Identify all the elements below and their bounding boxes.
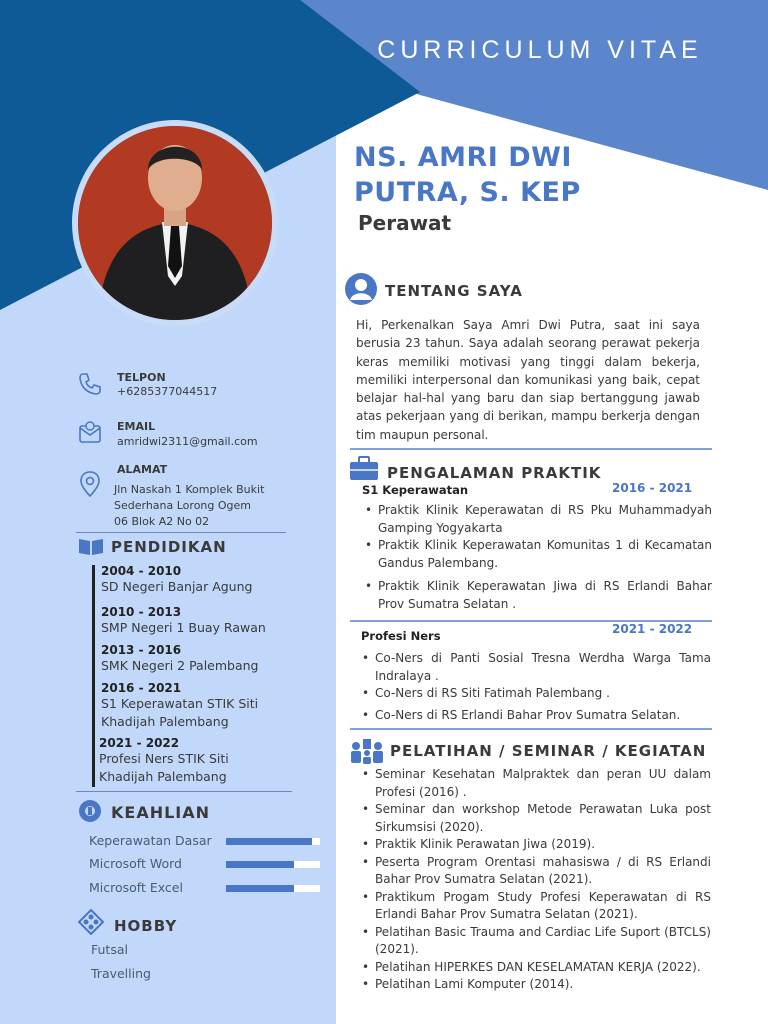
phone-label: TELPON xyxy=(117,371,166,384)
list-item: • Pelatihan HIPERKES DAN KESELAMATAN KERJA (2022). xyxy=(361,959,711,977)
briefcase-icon xyxy=(349,456,379,482)
list-item: • Co-Ners di Panti Sosial Tresna Werdha Warga Tama Indralaya . xyxy=(361,650,711,685)
list-item: • Pelatihan Basic Trauma and Cardiac Life Suport (BTCLS) (2021). xyxy=(361,924,711,959)
list-item: • Praktik Klinik Keperawatan Komunitas 1 di Kecamatan Gandus Palembang. xyxy=(364,537,712,572)
phone-icon xyxy=(78,372,102,396)
book-icon xyxy=(77,535,105,557)
divider xyxy=(350,448,712,450)
education-item: 2013 - 2016 SMK Negeri 2 Palembang xyxy=(101,643,259,673)
list-item: • Praktikum Progam Study Profesi Keperawatan di RS Erlandi Bahar Prov Sumatra Selatan (2021). xyxy=(361,889,711,924)
skill-name: Microsoft Excel xyxy=(89,880,183,895)
experience-heading: PENGALAMAN PRAKTIK xyxy=(387,464,602,482)
experience-years-1: 2016 - 2021 xyxy=(612,481,693,495)
skill-name: Microsoft Word xyxy=(89,856,182,871)
experience-list-1 xyxy=(364,502,712,613)
full-name: NS. AMRI DWI PUTRA, S. KEP xyxy=(354,142,581,208)
user-circle-icon xyxy=(344,272,378,306)
education-item: 2010 - 2013 SMP Negeri 1 Buay Rawan xyxy=(101,605,266,635)
list-item: • Co-Ners di RS Erlandi Bahar Prov Sumatra Selatan. xyxy=(361,707,711,725)
phone-value: +6285377044517 xyxy=(117,385,218,398)
email-icon xyxy=(78,420,102,444)
experience-list-2 xyxy=(361,650,711,724)
list-item: • Praktik Klinik Keperawatan di RS Pku Muhammadyah Gamping Yogyakarta xyxy=(364,502,712,537)
hobby-item: Travelling xyxy=(91,966,151,981)
experience-program-1: S1 Keperawatan xyxy=(362,483,469,497)
education-heading: PENDIDIKAN xyxy=(111,538,227,556)
education-timeline-line xyxy=(92,565,95,787)
divider xyxy=(76,532,286,533)
list-item: • Co-Ners di RS Siti Fatimah Palembang . xyxy=(361,685,711,703)
profile-photo xyxy=(72,120,278,326)
cv-title: CURRICULUM VITAE xyxy=(377,36,703,64)
list-item: • Seminar Kesehatan Malpraktek dan peran UU dalam Profesi (2016) . xyxy=(361,766,711,801)
email-value[interactable]: amridwi2311@gmail.com xyxy=(117,435,258,448)
divider xyxy=(350,728,712,730)
address-label: ALAMAT xyxy=(117,463,168,476)
job-role: Perawat xyxy=(358,211,452,235)
people-training-icon xyxy=(349,737,385,765)
hobby-heading: HOBBY xyxy=(114,917,178,935)
experience-program-2: Profesi Ners xyxy=(361,629,441,643)
location-pin-icon xyxy=(79,470,101,498)
divider xyxy=(76,791,292,792)
list-item: • Praktik Klinik Perawatan Jiwa (2019). xyxy=(361,836,711,854)
education-item: 2004 - 2010 SD Negeri Banjar Agung xyxy=(101,564,253,594)
about-heading: TENTANG SAYA xyxy=(385,282,523,300)
person-silhouette-icon xyxy=(78,126,272,320)
skill-gear-icon xyxy=(77,798,103,824)
education-item: 2016 - 2021 S1 Keperawatan STIK Siti Khadijah Palembang xyxy=(101,681,259,729)
skill-name: Keperawatan Dasar xyxy=(89,833,212,848)
skill-bar xyxy=(226,838,320,845)
skills-heading: KEAHLIAN xyxy=(111,803,211,822)
skill-bar xyxy=(226,885,320,892)
email-label: EMAIL xyxy=(117,420,156,433)
about-text: Hi, Perkenalkan Saya Amri Dwi Putra, saat ini saya berusia 23 tahun. Saya adalah seorang perawat pekerja keras memiliki motivasi yang tinggi dalam bekerja, memiliki interpersonal dan komunikasi yang baik, cepat belajar hal-hal yang baru dan siap bertanggung jawab atas pekerjaan yang di berikan, mampu berkerja dengan tim maupun personal. xyxy=(356,318,700,442)
list-item: • Praktik Klinik Keperawatan Jiwa di RS Erlandi Bahar Prov Sumatra Selatan . xyxy=(364,578,712,613)
experience-years-2: 2021 - 2022 xyxy=(612,622,693,636)
hobby-item: Futsal xyxy=(91,942,128,957)
education-item: 2021 - 2022 Profesi Ners STIK Siti Khadijah Palembang xyxy=(99,736,229,784)
list-item: • Seminar dan workshop Metode Perawatan Luka post Sirkumsisi (2020). xyxy=(361,801,711,836)
training-heading: PELATIHAN / SEMINAR / KEGIATAN xyxy=(390,742,707,760)
hobby-icon xyxy=(78,909,104,935)
skill-bar xyxy=(226,861,320,868)
training-list xyxy=(361,766,711,994)
list-item: • Peserta Program Orentasi mahasiswa / di RS Erlandi Bahar Prov Sumatra Selatan (2021). xyxy=(361,854,711,889)
list-item: • Pelatihan Lami Komputer (2014). xyxy=(361,976,711,994)
address-value: Jln Naskah 1 Komplek Bukit Sederhana Lorong Ogem 06 Blok A2 No 02 xyxy=(114,483,265,528)
